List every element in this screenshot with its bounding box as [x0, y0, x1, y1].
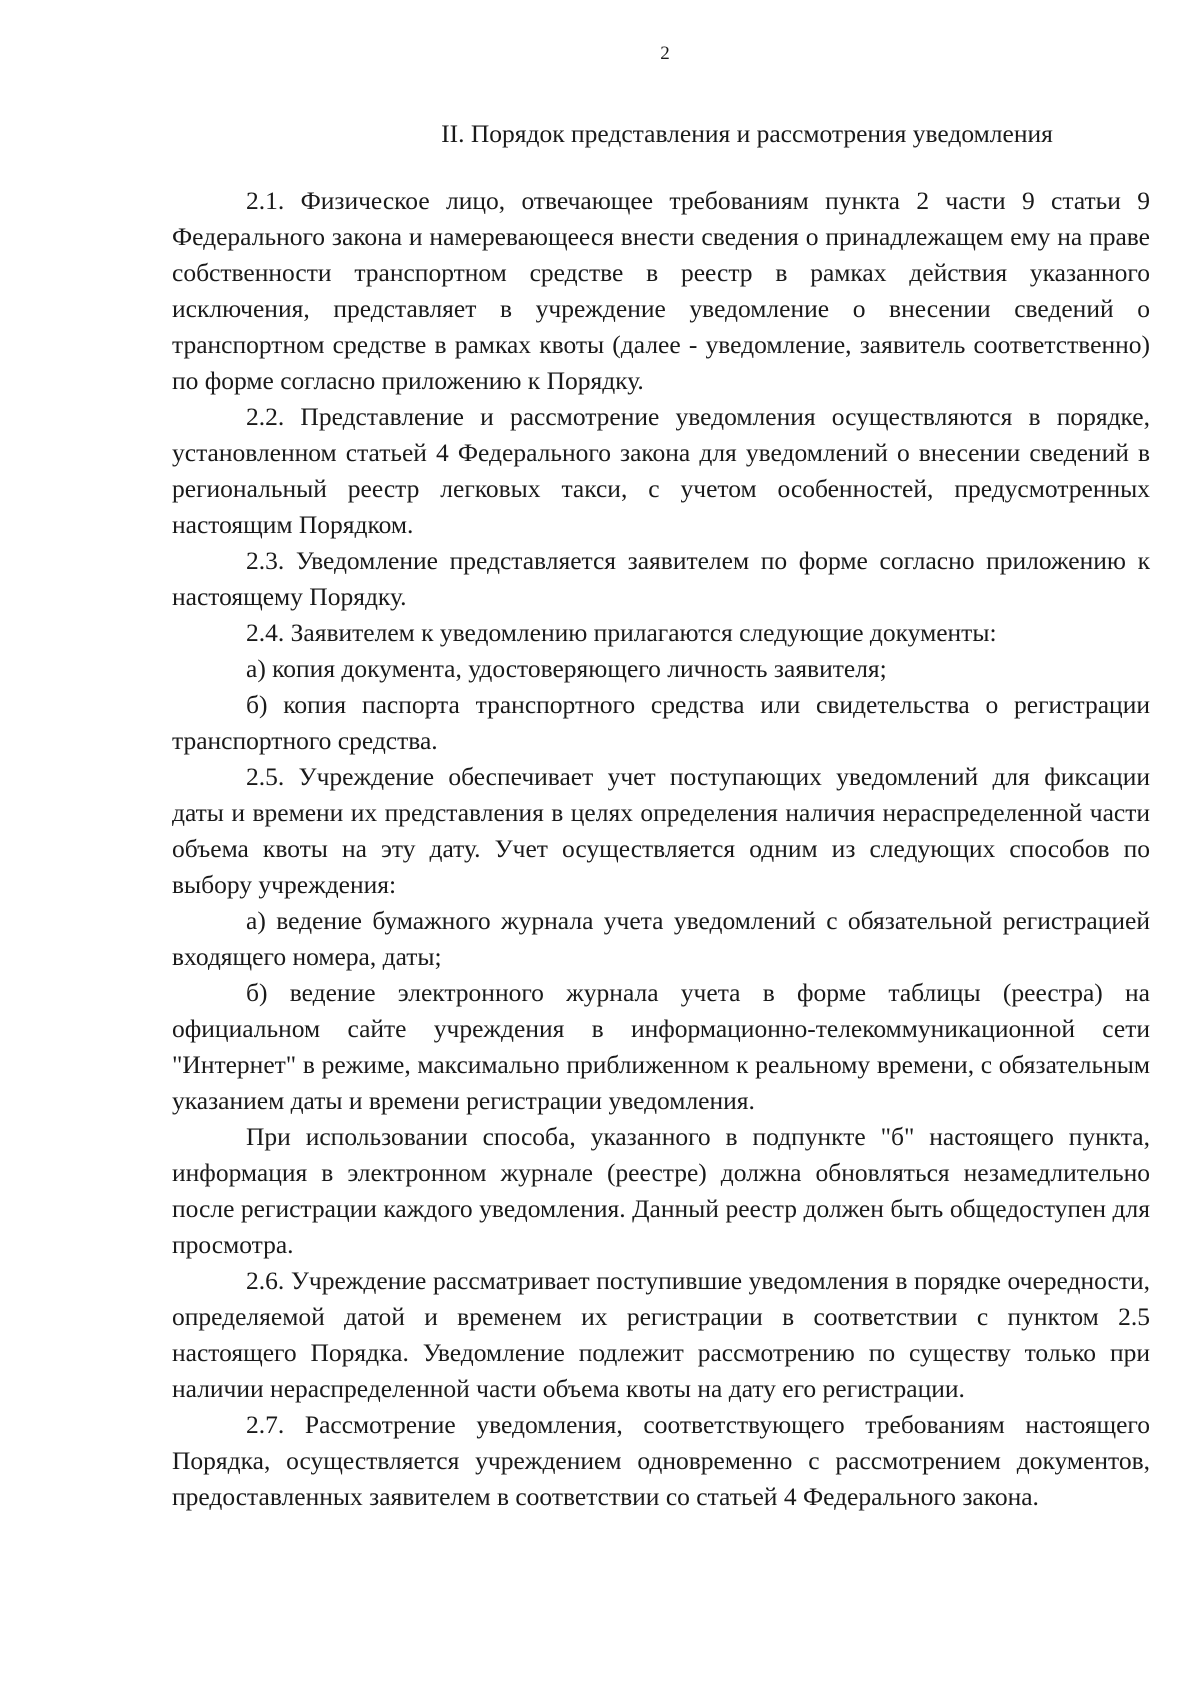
paragraph-2-4: 2.4. Заявителем к уведомлению прилагаются следующие документы: — [246, 618, 997, 647]
section-title: II. Порядок представления и рассмотрения уведомления — [441, 119, 1053, 148]
paragraph-2-4-a: а) копия документа, удостоверяющего личность заявителя; — [246, 654, 887, 683]
paragraph-2-6: 2.6. Учреждение рассматривает поступившие уведомления в порядке очередности, определяемой датой и временем их регистрации в соответствии с пунктом 2.5 настоящего Порядка. Уведомление подлежит рассмотрению по существу только при наличии нераспределенной части объема квоты на дату его регистрации. — [172, 1266, 1150, 1403]
paragraph-2-1: 2.1. Физическое лицо, отвечающее требованиям пункта 2 части 9 статьи 9 Федерального закона и намеревающееся внести сведения о принадлежащем ему на праве собственности транспортном средстве в реестр в рамках действия указанного исключения, представляет в учреждение уведомление о внесении сведений о транспортном средстве в рамках квоты (далее - уведомление, заявитель соответственно) по форме согласно приложению к Порядку. — [172, 186, 1150, 395]
paragraph-2-7: 2.7. Рассмотрение уведомления, соответствующего требованиям настоящего Порядка, осуществляется учреждением одновременно с рассмотрением документов, предоставленных заявителем в соответствии со статьей 4 Федерального закона. — [172, 1410, 1150, 1511]
paragraph-2-3: 2.3. Уведомление представляется заявителем по форме согласно приложению к настоящему Порядку. — [172, 546, 1150, 611]
paragraph-2-5-b: б) ведение электронного журнала учета в форме таблицы (реестра) на официальном сайте учреждения в информационно-телекоммуникационной сети "Интернет" в режиме, максимально приближенном к реальному времени, с обязательным указанием даты и времени регистрации уведомления. — [172, 978, 1150, 1115]
paragraph-2-4-b: б) копия паспорта транспортного средства или свидетельства о регистрации транспортного средства. — [172, 690, 1150, 755]
page-number: 2 — [660, 43, 670, 64]
paragraph-2-5: 2.5. Учреждение обеспечивает учет поступающих уведомлений для фиксации даты и времени их представления в целях определения наличия нераспределенной части объема квоты на эту дату. Учет осуществляется одним из следующих способов по выбору учреждения: — [172, 762, 1150, 899]
document-body — [172, 183, 1150, 1515]
paragraph-2-2: 2.2. Представление и рассмотрение уведомления осуществляются в порядке, установленном статьей 4 Федерального закона для уведомлений о внесении сведений в региональный реестр легковых такси, с учетом особенностей, предусмотренных настоящим Порядком. — [172, 402, 1150, 539]
paragraph-2-5-a: а) ведение бумажного журнала учета уведомлений с обязательной регистрацией входящего номера, даты; — [172, 906, 1150, 971]
paragraph-2-5-note: При использовании способа, указанного в подпункте "б" настоящего пункта, информация в электронном журнале (реестре) должна обновляться незамедлительно после регистрации каждого уведомления. Данный реестр должен быть общедоступен для просмотра. — [172, 1122, 1150, 1259]
